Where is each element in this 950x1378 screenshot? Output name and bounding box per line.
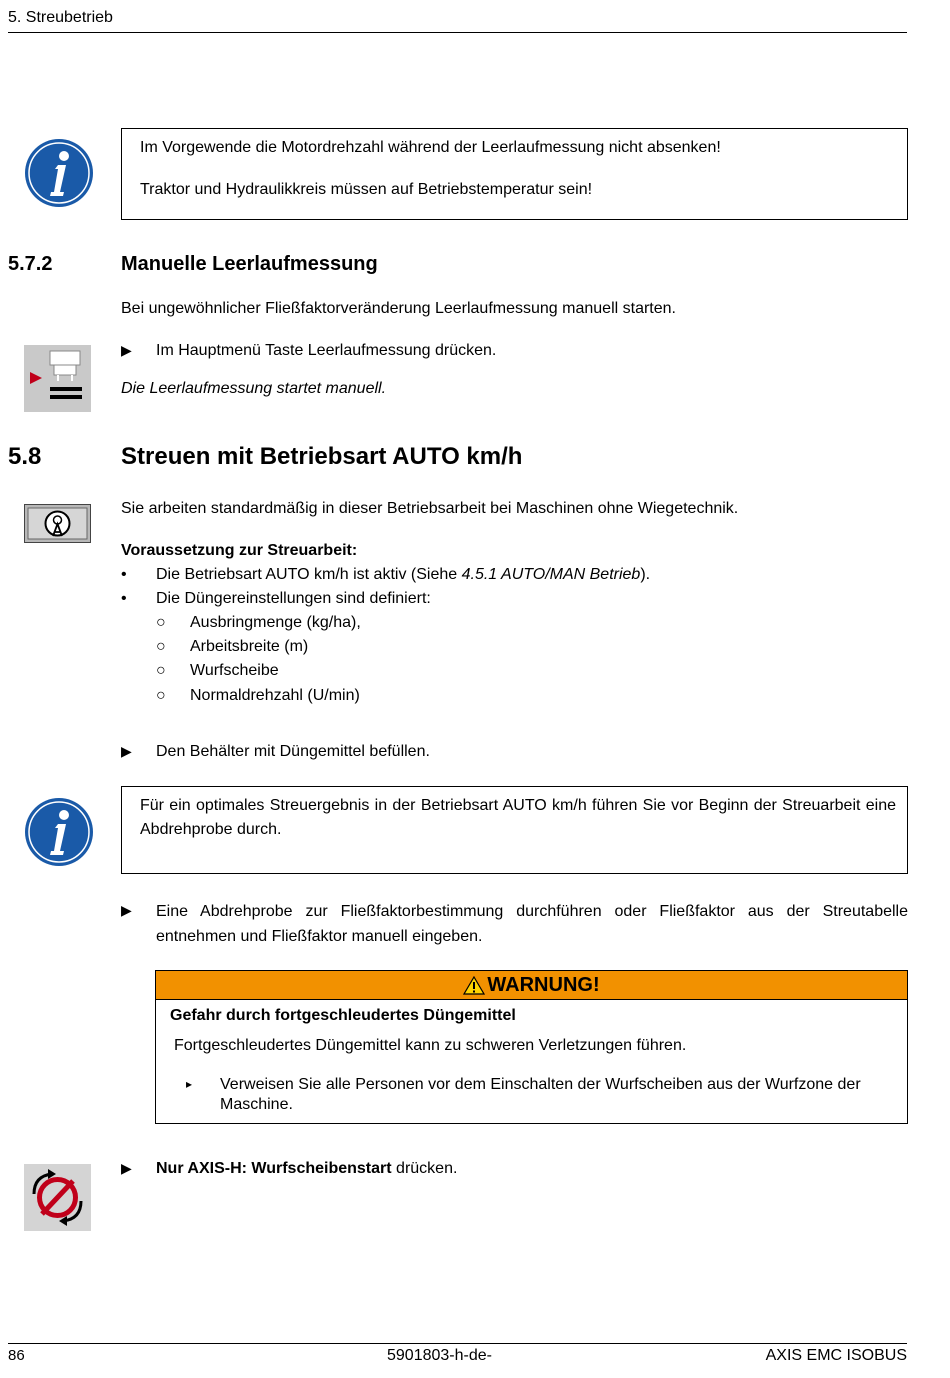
sub-bullet-symbol: ○ <box>156 662 166 679</box>
section-title: Streuen mit Betriebsart AUTO km/h <box>121 443 523 470</box>
running-header: 5. Streubetrieb <box>8 9 113 26</box>
section-title: Manuelle Leerlaufmessung <box>121 253 378 275</box>
bullet-symbol: • <box>121 590 127 607</box>
auto-kmh-mode-icon <box>24 504 91 543</box>
step-text: Eine Abdrehprobe zur Fließfaktorbestimmung durchführen oder Fließfaktor aus der Streutabelle entnehmen und Fließfaktor manuell eingeben. <box>156 903 908 945</box>
cross-reference[interactable]: 4.5.1 AUTO/MAN Betrieb <box>461 566 641 583</box>
info-line-2: Traktor und Hydraulikkreis müssen auf Betriebstemperatur sein! <box>140 181 593 198</box>
step-arrow: ▶ <box>121 743 132 759</box>
step-text: Nur AXIS-H: Wurfscheibenstart drücken. <box>156 1160 458 1177</box>
step-arrow: ▶ <box>121 342 132 358</box>
sub-bullet-symbol: ○ <box>156 638 166 655</box>
info-line-1: Im Vorgewende die Motordrehzahl während der Leerlaufmessung nicht absenken! <box>140 139 721 156</box>
warning-label: WARNUNG! <box>487 973 600 996</box>
bullet-item-2: Die Düngereinstellungen sind definiert: <box>156 590 431 607</box>
info-box <box>121 128 908 220</box>
bullet-item-1: Die Betriebsart AUTO km/h ist aktiv (Siehe 4.5.1 AUTO/MAN Betrieb). <box>156 566 651 583</box>
sub-item: Arbeitsbreite (m) <box>190 638 309 655</box>
bullet-symbol: • <box>121 566 127 583</box>
footer-rule <box>8 1343 907 1344</box>
sub-bullet-symbol: ○ <box>156 687 166 704</box>
step-result: Die Leerlaufmessung startet manuell. <box>121 380 387 397</box>
sub-item: Normaldrehzahl (U/min) <box>190 687 360 704</box>
info-box <box>121 786 908 874</box>
idle-measurement-button-icon <box>24 345 91 412</box>
prerequisite-title: Voraussetzung zur Streuarbeit: <box>121 542 358 559</box>
section-intro: Sie arbeiten standardmäßig in dieser Betriebsarbeit bei Maschinen ohne Wiegetechnik. <box>121 500 739 517</box>
section-intro: Bei ungewöhnlicher Fließfaktorveränderung Leerlaufmessung manuell starten. <box>121 300 676 317</box>
warning-action: Verweisen Sie alle Personen vor dem Einschalten der Wurfscheiben aus der Wurfzone der Maschine. <box>220 1076 861 1113</box>
step-text: Im Hauptmenü Taste Leerlaufmessung drücken. <box>156 342 497 359</box>
sub-item: Wurfscheibe <box>190 662 279 679</box>
sub-item: Ausbringmenge (kg/ha), <box>190 614 361 631</box>
document-id: 5901803-h-de- <box>387 1347 492 1364</box>
page-number: 86 <box>8 1347 25 1364</box>
step-arrow: ▶ <box>121 902 132 918</box>
warning-title: Gefahr durch fortgeschleudertes Düngemittel <box>170 1007 516 1024</box>
section-number: 5.7.2 <box>8 253 53 275</box>
warning-text: Fortgeschleudertes Düngemittel kann zu schweren Verletzungen führen. <box>174 1037 687 1054</box>
warning-triangle-icon <box>463 976 485 995</box>
warning-header <box>156 971 907 1000</box>
sub-bullet-symbol: ○ <box>156 614 166 631</box>
warning-box <box>155 970 908 1124</box>
header-rule <box>8 32 907 33</box>
step-arrow: ▶ <box>121 1160 132 1176</box>
info-icon <box>24 138 94 208</box>
info-text: Für ein optimales Streuergebnis in der Betriebsart AUTO km/h führen Sie vor Beginn der Streuarbeit eine Abdrehprobe durch. <box>140 797 896 838</box>
warning-action-arrow: ▸ <box>186 1077 193 1091</box>
info-icon <box>24 797 94 867</box>
spinner-start-icon <box>24 1164 91 1231</box>
section-number: 5.8 <box>8 443 42 470</box>
step-text: Den Behälter mit Düngemittel befüllen. <box>156 743 430 760</box>
product-name: AXIS EMC ISOBUS <box>765 1347 907 1364</box>
